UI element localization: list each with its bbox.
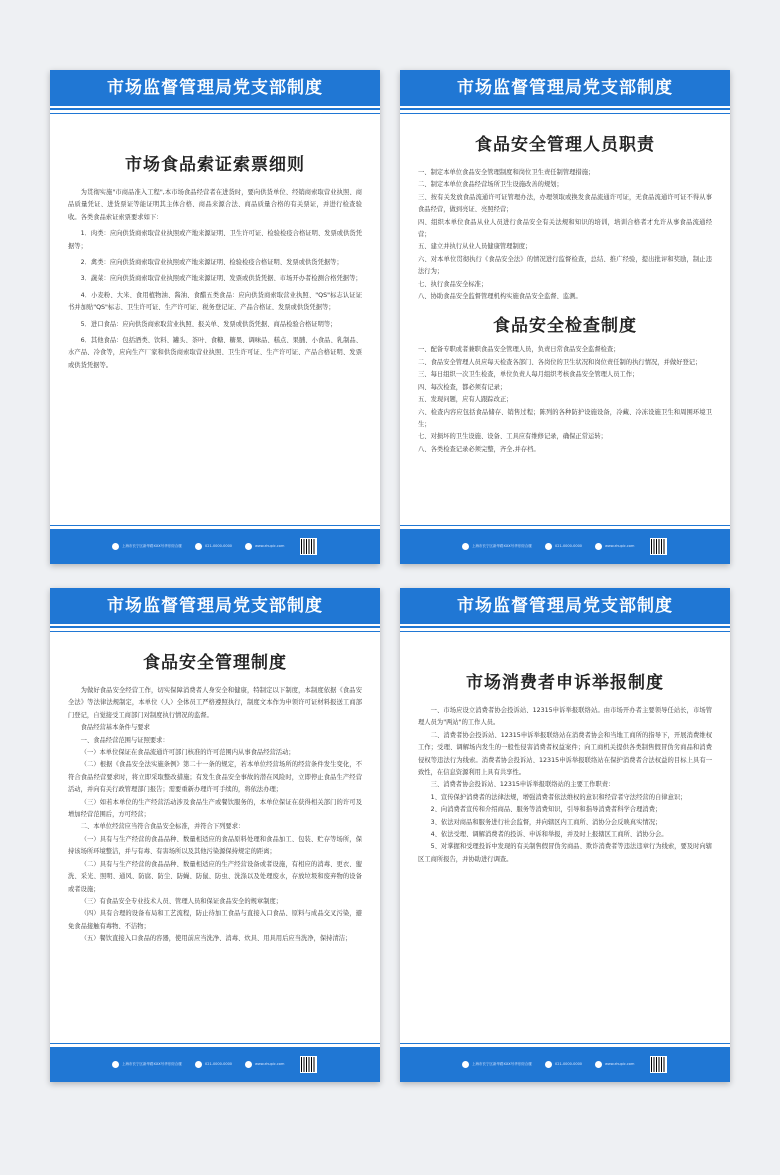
paragraph: 二、制定本单位食品经营场所卫生设施改善的规划； — [418, 181, 563, 189]
paragraph: 为贯彻实施"市商品准入工程",本市场食品经营者在进货时，要向供货单位、经销商索取营业执照、商品质量凭证、进货票证等能证明其主体合格、商品来源合法、商品质量合格的有关票证，并进行检查验收。各类食品索证索票要求如下： — [68, 189, 362, 221]
header-divider — [50, 626, 380, 628]
paragraph: 七、执行食品安全标准； — [418, 280, 488, 288]
globe-icon — [595, 543, 602, 550]
footer-address: 上海市长宁区新华路XXX号华东综合楼 — [112, 1059, 182, 1069]
paragraph: 八、协助食品安全监督管理机构实施食品安全监督、监测。 — [418, 293, 582, 301]
qr-code-icon — [650, 1056, 667, 1073]
qr-code-icon — [300, 538, 317, 555]
footer-divider — [50, 525, 380, 526]
footer-address: 上海市长宁区新华路XXX号华东综合楼 — [462, 541, 532, 551]
phone-icon — [195, 543, 202, 550]
poster-subtitle: 食品安全检查制度 — [493, 316, 637, 337]
paragraph: 五、发现问题，应有人跟踪改正； — [418, 396, 513, 404]
footer-website: www.zhupic.com — [245, 541, 284, 551]
poster-title: 食品安全管理制度 — [143, 653, 287, 673]
paragraph: 3．蔬菜：应向供货商索取营业执照或产地来源证明、发票或供货凭据、市场开办者检测合格凭据等； — [80, 275, 362, 283]
paragraph: 一、制定本单位食品安全管理制度和岗位卫生责任制管理措施； — [418, 169, 595, 176]
poster-food-safety-staff-duties — [400, 70, 730, 564]
paragraph: 六、对本单位贯彻执行《食品安全法》的情况进行监督检查，总结、推广经验，提出批评和奖励，制止违法行为； — [418, 255, 712, 276]
paragraph: 三、每日组织一次卫生检查，单位负责人每月组织考核食品安全管理人员工作； — [418, 371, 639, 379]
footer-website: www.zhupic.com — [245, 1059, 284, 1069]
location-icon — [462, 543, 469, 550]
paragraph: （三）如若本单位的生产经营活动涉及食品生产或餐饮服务的，本单位保证在获得相关部门的许可及增加经营范围后，方可经营； — [68, 798, 362, 819]
phone-icon — [545, 543, 552, 550]
poster-body — [418, 130, 712, 456]
paragraph: 二、食品安全管理人员应每天检查各部门、各岗位的卫生状况和岗位责任制的执行情况，并做好登记； — [418, 358, 702, 366]
poster-header: 市场监督管理局党支部制度 — [400, 70, 730, 106]
globe-icon — [595, 1061, 602, 1068]
header-divider-thin — [50, 631, 380, 632]
paragraph: 四、组织本单位食品从业人员进行食品安全有关法规和知识的培训，培训合格者才允许从事食品流通经营； — [418, 218, 712, 239]
paragraph: 2．禽类：应向供货商索取营业执照或产地来源证明、检验检疫合格证明、发票或供货凭据等； — [80, 259, 343, 267]
footer-address: 上海市长宁区新华路XXX号华东综合楼 — [112, 541, 182, 551]
paragraph: （五）餐饮直接入口食品的容器，使用前应当洗净、消毒、炊具、用具用后应当洗净，保持清洁； — [80, 935, 352, 943]
poster-header: 市场监督管理局党支部制度 — [400, 588, 730, 624]
paragraph: （一）具有与生产经营的食品品种、数量相适应的食品原料处理和食品加工、包装、贮存等场所，保持该场所环境整洁，并与有毒、有害场所以及其他污染源保持规定的距离； — [68, 835, 362, 856]
paragraph: 七、对损坏的卫生设施、设备、工具应有维修记录，确保正常运转； — [418, 433, 607, 441]
phone-icon — [545, 1061, 552, 1068]
paragraph: 2、向消费者宣传和介绍商品、服务等消费知识，引导和指导消费者科学合理消费； — [430, 806, 662, 814]
paragraph: 4、依法受理、调解消费者的投诉、申诉和举报，并及时上报辖区工商所、消协分会。 — [430, 831, 668, 839]
poster-header: 市场监督管理局党支部制度 — [50, 588, 380, 624]
location-icon — [112, 543, 119, 550]
poster-title: 食品安全管理人员职责 — [475, 135, 655, 155]
paragraph: 四、每次检查，都必须有记录； — [418, 383, 507, 391]
paragraph: （三）有食品安全专业技术人员、管理人员和保证食品安全的规章制度； — [80, 897, 283, 905]
paragraph: 为做好食品安全经营工作，切实保障消费者人身安全和健康，特制定以下制度，本制度依据《食品安全法》等法律法规制定，本单位（人）全体员工严格遵照执行，制度文本作为申领许可证材料报送工商部门登记，自觉接受工商部门对制度执行情况的监督。 — [68, 687, 362, 719]
globe-icon — [245, 543, 252, 550]
poster-consumer-complaint-system — [400, 588, 730, 1082]
footer-divider — [400, 1043, 730, 1044]
poster-body — [418, 668, 712, 866]
header-divider-thin — [400, 631, 730, 632]
header-divider — [400, 626, 730, 628]
header-divider — [50, 108, 380, 110]
poster-footer — [50, 529, 380, 564]
paragraph: 4．小麦粉、大米、食用植物油、酱油、食醋五类食品：应向供货商索取营业执照、"QS"标志认证证书并加贴"QS"标志、卫生许可证、生产许可证、税务登记证、产品合格证、发票或供货凭据等； — [68, 291, 362, 312]
location-icon — [112, 1061, 119, 1068]
location-icon — [462, 1061, 469, 1068]
poster-title: 市场食品索证索票细则 — [125, 155, 305, 175]
qr-code-icon — [650, 538, 667, 555]
footer-website: www.zhupic.com — [595, 1059, 634, 1069]
paragraph: 5、对掌握和受理投诉中发现的有关制售假冒伪劣商品、欺诈消费者等违法违章行为线索，要及时向辖区工商所报告，并协助进行调查。 — [418, 843, 712, 863]
paragraph: 五、建立并执行从业人员健康管理制度； — [418, 243, 532, 251]
poster-footer — [400, 1047, 730, 1082]
paragraph: （二）根据《食品安全法实施条例》第二十一条的规定，若本单位经营场所的经营条件发生变化，不符合食品经营要求时，将立即采取整改措施；有发生食品安全事故的潜在风险时，立即停止食品生产经营活动，并向有关行政管理部门报告；需要重新办理许可手续的，将依法办理； — [68, 761, 362, 794]
footer-divider — [400, 525, 730, 526]
header-divider-thin — [50, 113, 380, 114]
paragraph: （一）本单位保证在食品流通许可部门核准的许可范围内从事食品经营活动； — [80, 749, 295, 757]
qr-code-icon — [300, 1056, 317, 1073]
footer-phone: 021-0000-0000 — [195, 1059, 232, 1069]
footer-divider — [50, 1043, 380, 1044]
paragraph: 1、宣传保护消费者的法律法规，增强消费者依法维权的意识和经营者守法经营的自律意识； — [430, 793, 687, 801]
poster-footer — [50, 1047, 380, 1082]
footer-address: 上海市长宁区新华路XXX号华东综合楼 — [462, 1059, 532, 1069]
paragraph: 二、消费者协会投诉站、12315申诉举报联络站在消费者协会和当地工商所的指导下，开展消费维权工作；受理、调解场内发生的一般性侵害消费者权益案件；向工商机关提供各类制售假冒伪劣商品和消费侵权等违法行为线索。消费者协会投诉站、12315申诉举报联络站在保护消费者合法权益的目标上具有一致性，在信息资源利用上具有共享性。 — [418, 731, 712, 777]
paragraph: 三、消费者协会投诉站、12315申诉举报联络站的主要工作职责： — [430, 781, 615, 789]
paragraph: 1．肉类：应向供货商索取营业执照或产地来源证明、卫生许可证、检验检疫合格证明、发票或供货凭据等； — [68, 230, 362, 250]
footer-phone: 021-0000-0000 — [195, 541, 232, 551]
header-divider — [400, 108, 730, 110]
poster-body — [68, 648, 362, 946]
phone-icon — [195, 1061, 202, 1068]
paragraph: 二、本单位经营应当符合食品安全标准，并符合下列要求： — [80, 823, 245, 831]
poster-body — [68, 150, 362, 372]
footer-phone: 021-0000-0000 — [545, 541, 582, 551]
paragraph: （四）具有合理的设备布局和工艺流程，防止待加工食品与直接入口食品、原料与成品交叉污染，避免食品接触有毒物、不洁物； — [68, 910, 362, 930]
paragraph: 5．进口食品：应向供货商索取营业执照、报关单、发票或供货凭据、商品检验合格证明等； — [80, 320, 337, 328]
paragraph: 一、食品经营范围与证照要求： — [80, 736, 169, 744]
footer-website: www.zhupic.com — [595, 541, 634, 551]
header-divider-thin — [400, 113, 730, 114]
footer-phone: 021-0000-0000 — [545, 1059, 582, 1069]
paragraph: 6．其他食品：包括酒类、饮料、罐头、茶叶、食糖、糖果、调味品、糕点、果脯、小食品、乳制品、水产品、冷食等，应向生产厂家和供货商索取营业执照、卫生许可证、生产许可证、产品合格证明、发票或供货凭据等。 — [68, 337, 362, 369]
paragraph: 六、检查内容应包括食品储存、销售过程；陈列的各种防护设施设备，冷藏、冷冻设施卫生和周围环境卫生； — [418, 408, 712, 428]
poster-market-food-certificate-rules — [50, 70, 380, 564]
globe-icon — [245, 1061, 252, 1068]
poster-header: 市场监督管理局党支部制度 — [50, 70, 380, 106]
paragraph: 三、按有关发放食品流通许可证管理办法，办理领取或换发食品流通许可证，无食品流通许可证不得从事食品经营，做到亮证、亮照经营； — [418, 193, 712, 214]
paragraph: 八、各类检查记录必须完整，齐全,并存档。 — [418, 445, 540, 453]
poster-food-safety-management-system — [50, 588, 380, 1082]
poster-title: 市场消费者申诉举报制度 — [466, 673, 664, 693]
poster-footer — [400, 529, 730, 564]
paragraph: 一、配备专职或者兼职食品安全管理人员，负责日常食品安全监督检查； — [418, 346, 620, 354]
paragraph: （二）具有与生产经营的食品品种、数量相适应的生产经营设备或者设施，有相应的消毒、更衣、盥洗、采光、照明、通风、防腐、防尘、防蝇、防鼠、防虫、洗涤以及处理废水，存放垃圾和废弃物的设备或者设施； — [68, 860, 362, 893]
paragraph: 3、依法对商品和服务进行社会监督，并向辖区内工商所、消协分会反映真实情况； — [430, 818, 662, 826]
paragraph: 一、市场应设立消费者协会投诉站、12315申诉举报联络站。由市场开办者主要领导任站长，市场管理人员为"两站"的工作人员。 — [418, 707, 712, 727]
paragraph: 食品经营基本条件与要求 — [80, 724, 150, 732]
